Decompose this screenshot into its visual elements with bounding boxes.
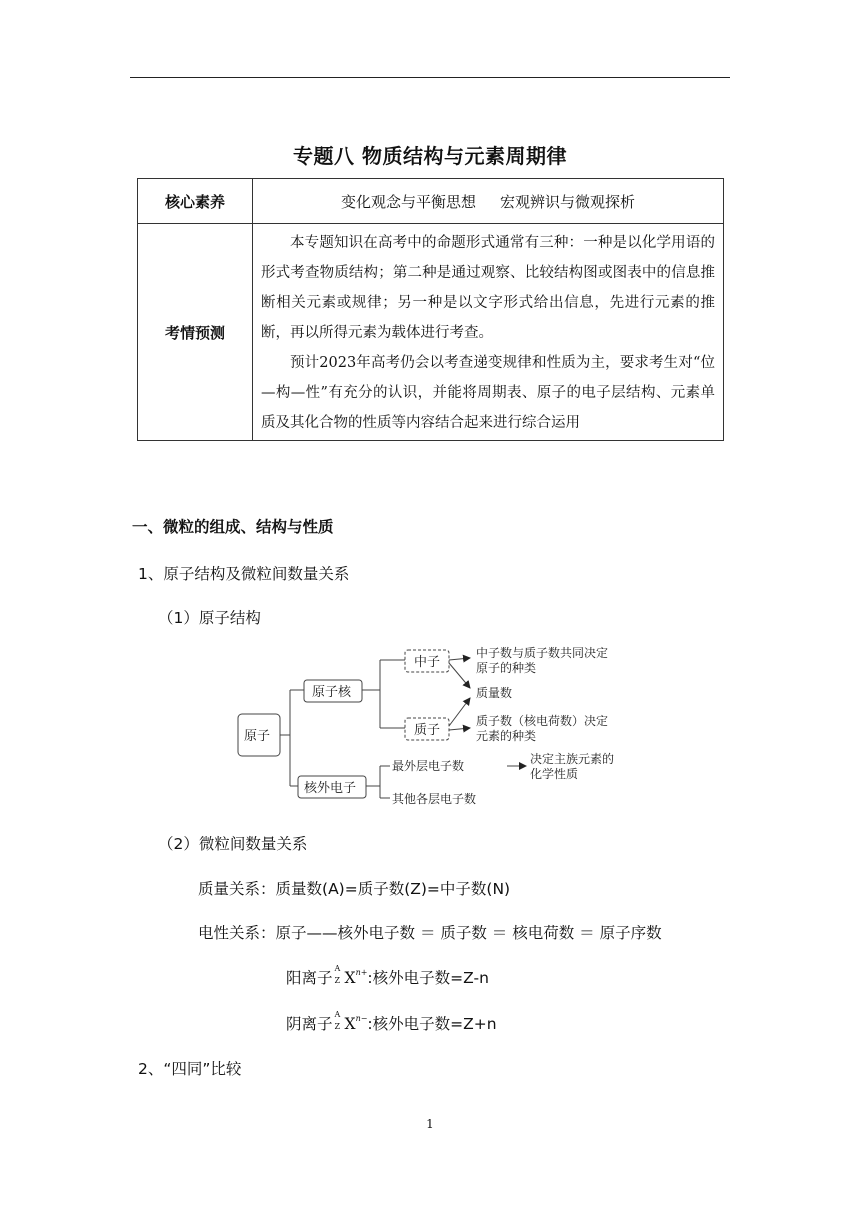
nucleus-label: 原子核 [312, 685, 352, 700]
charge-relation [198, 921, 662, 943]
anion-atomic-number: Z [334, 1022, 341, 1031]
anion-relation [286, 1012, 497, 1034]
forecast-text [253, 224, 724, 441]
overview-table [137, 178, 724, 441]
header-rule [130, 77, 730, 78]
outer-note-line-2: 化学性质 [530, 767, 579, 781]
anion-symbol: X [344, 1015, 356, 1033]
cation-atomic-number: Z [334, 976, 341, 985]
neutron-note-line-2: 原子的种类 [476, 661, 537, 675]
anion-prefix: 阴离子 [286, 1015, 333, 1033]
forecast-label: 考情预测 [138, 224, 253, 441]
charge-relation-text: 原子——核外电子数 ＝ 质子数 ＝ 核电荷数 ＝ 原子序数 [275, 924, 662, 942]
mass-number-label: 质量数 [476, 686, 513, 700]
charge-relation-label: 电性关系： [198, 924, 276, 942]
section-heading-1: 一、微粒的组成、结构与性质 [132, 518, 334, 536]
literacy-item-1: 变化观念与平衡思想 [340, 192, 476, 211]
subsection-heading-1-2: 2、“四同”比较 [138, 1060, 242, 1078]
outer-electrons-label: 最外层电子数 [392, 759, 465, 773]
page-number: 1 [426, 1117, 434, 1131]
mass-relation-label: 质量关系： [198, 880, 276, 898]
cation-isotope-notation [333, 964, 345, 985]
cation-symbol: X [344, 969, 356, 987]
item-heading-quantity-relations: （2）微粒间数量关系 [158, 835, 308, 853]
literacy-items [253, 179, 724, 224]
neutron-note-line-1: 中子数与质子数共同决定 [476, 646, 609, 660]
page-title: 专题八 物质结构与元素周期律 [293, 144, 567, 168]
forecast-paragraph-2: 预计2023年高考仍会以考查递变规律和性质为主，要求考生对“位—构—性”有充分的认识，并能将周期表、原子的电子层结构、元素单质及其化合物的性质等内容结合起来进行综合运用 [261, 355, 715, 431]
proton-label: 质子 [414, 723, 441, 738]
anion-text: :核外电子数=Z+n [367, 1015, 497, 1033]
mass-relation [198, 877, 510, 899]
electrons-label: 核外电子 [304, 781, 357, 796]
item-heading-atomic-structure: （1）原子结构 [158, 609, 261, 627]
literacy-label: 核心素养 [138, 179, 253, 224]
mass-relation-text: 质量数(A)=质子数(Z)=中子数(N) [275, 880, 511, 898]
proton-note-line-1: 质子数（核电荷数）决定 [476, 714, 609, 728]
neutron-label: 中子 [414, 655, 441, 670]
anion-mass-number: A [334, 1010, 341, 1019]
cation-charge: n+ [355, 968, 368, 977]
proton-note-line-2: 元素的种类 [476, 729, 537, 743]
cation-mass-number: A [334, 964, 341, 973]
cation-relation [286, 966, 489, 988]
anion-isotope-notation [333, 1010, 345, 1031]
atomic-structure-diagram [230, 638, 650, 818]
outer-note-line-1: 决定主族元素的 [530, 752, 615, 766]
other-electrons-label: 其他各层电子数 [392, 792, 477, 806]
anion-charge: n− [355, 1014, 368, 1023]
subsection-heading-1-1: 1、原子结构及微粒间数量关系 [138, 565, 350, 583]
literacy-row [138, 179, 724, 224]
forecast-paragraph-1: 本专题知识在高考中的命题形式通常有三种：一种是以化学用语的形式考查物质结构；第二种是通过观察、比较结构图或图表中的信息推断相关元素或规律；另一种是以文字形式给出信息，先进行元素的推断，再以所得元素为载体进行考查。 [261, 235, 715, 341]
forecast-row [138, 224, 724, 441]
atom-label: 原子 [244, 729, 271, 744]
literacy-item-2: 宏观辨识与微观探析 [500, 192, 636, 211]
cation-text: :核外电子数=Z-n [367, 969, 489, 987]
cation-prefix: 阳离子 [286, 969, 333, 987]
